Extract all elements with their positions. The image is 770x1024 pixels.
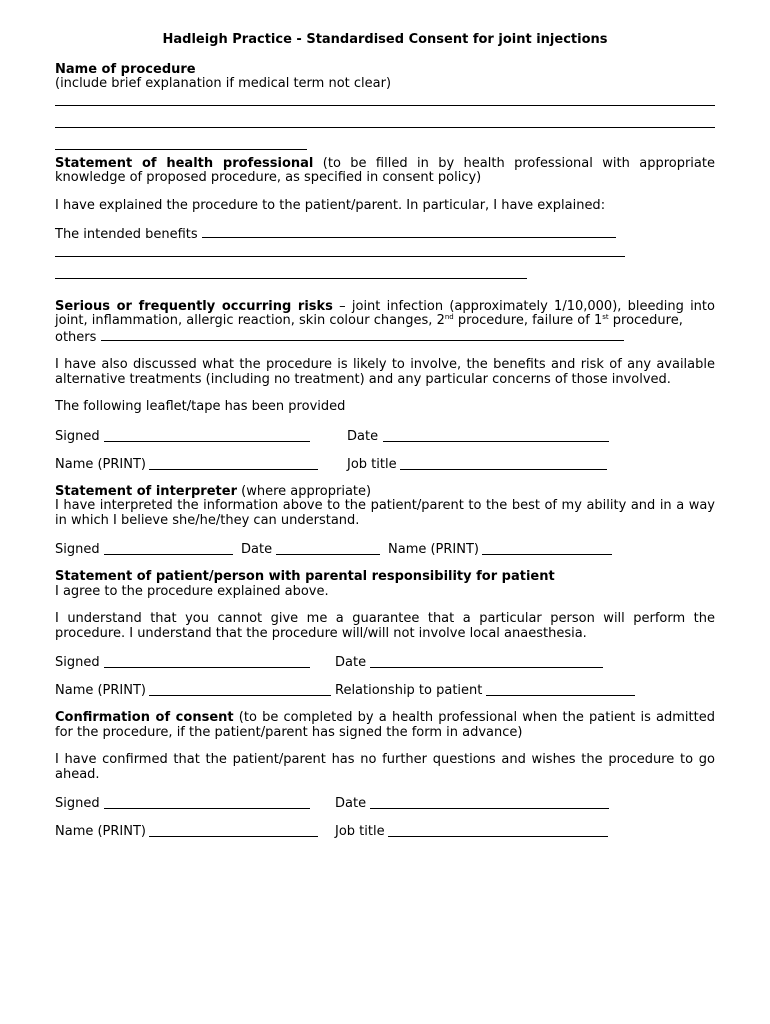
patient-date-label: Date — [335, 655, 367, 670]
patient-understand: I understand that you cannot give me a guarantee that a particular person will perform the procedure. I understand that the procedure will/will not involve local anaesthesia. — [55, 611, 715, 641]
interpreter-desc: (where appropriate) — [241, 483, 372, 499]
risks-sup-2: st — [602, 313, 609, 321]
procedure-line-2[interactable] — [55, 127, 715, 128]
interpreter-text: I have interpreted the information above to the patient/parent to the best of my ability and in a way in which I believe she/he/they can understand. — [55, 498, 715, 528]
patient-date-line[interactable] — [370, 656, 603, 668]
confirmation-text: I have confirmed that the patient/parent has no further questions and wishes the procedure to go ahead. — [55, 752, 715, 782]
confirmation-name-line[interactable] — [149, 825, 318, 837]
procedure-heading: Name of procedure — [55, 61, 196, 77]
risks-sup-1: nd — [444, 313, 454, 321]
procedure-line-1[interactable] — [55, 105, 715, 106]
hp-jobtitle-label: Job title — [347, 456, 397, 472]
risks-paragraph — [55, 300, 715, 329]
hp-name-label: Name (PRINT) — [55, 456, 146, 472]
hp-date-line[interactable] — [383, 430, 609, 442]
hp-name-line[interactable] — [149, 458, 318, 470]
hp-jobtitle-line[interactable] — [400, 458, 607, 470]
risks-text-1: – joint infection (approximately 1/10,000), bleeding into joint, inflammation, allergic reaction, skin colour changes, 2 — [55, 298, 715, 328]
risks-text-2: procedure, failure of 1 — [453, 313, 603, 328]
form-content — [55, 33, 715, 839]
confirmation-date-line[interactable] — [370, 797, 609, 809]
hp-date-label: Date — [347, 428, 379, 444]
alternatives-text: I have also discussed what the procedure is likely to involve, the benefits and risk of any available alternative treatments (including no treatment) and any particular concerns of those involved. — [55, 357, 715, 387]
interpreter-name-label: Name (PRINT) — [388, 542, 479, 557]
confirmation-jobtitle-label: Job title — [335, 824, 385, 839]
benefits-line-2[interactable] — [55, 256, 625, 257]
confirmation-signed-row — [55, 796, 715, 811]
confirmation-desc: (to be completed by a health professional when the patient is admitted for the procedure, if the patient/parent has signed the form in advance) — [55, 710, 715, 740]
patient-name-line[interactable] — [149, 684, 331, 696]
confirmation-signed-label: Signed — [55, 796, 100, 811]
confirmation-name-label: Name (PRINT) — [55, 824, 146, 839]
benefits-line[interactable] — [202, 226, 616, 238]
hp-signed-row — [55, 429, 715, 444]
patient-signed-label: Signed — [55, 655, 100, 670]
confirmation-statement — [55, 711, 715, 740]
interpreter-sign-row — [55, 542, 715, 557]
patient-name-label: Name (PRINT) — [55, 683, 146, 698]
hp-signed-line[interactable] — [104, 430, 310, 442]
interpreter-date-label: Date — [241, 542, 273, 557]
patient-heading: Statement of patient/person with parental responsibility for patient — [55, 569, 555, 584]
confirmation-signed-line[interactable] — [104, 797, 310, 809]
patient-relationship-label: Relationship to patient — [335, 683, 483, 698]
interpreter-name-line[interactable] — [482, 543, 612, 555]
risks-text-3: procedure, — [608, 313, 683, 328]
patient-agree: I agree to the procedure explained above. — [55, 583, 329, 599]
others-row — [55, 329, 715, 346]
confirmation-jobtitle-line[interactable] — [388, 825, 608, 837]
patient-relationship-line[interactable] — [486, 684, 635, 696]
benefits-line-3[interactable] — [55, 278, 527, 279]
explained-text: I have explained the procedure to the patient/parent. In particular, I have explained: — [55, 197, 606, 213]
interpreter-date-line[interactable] — [276, 543, 380, 555]
patient-name-row — [55, 683, 715, 698]
interpreter-heading-row — [55, 485, 715, 500]
others-label: others — [55, 329, 97, 345]
interpreter-heading: Statement of interpreter — [55, 483, 237, 499]
form-title: Hadleigh Practice - Standardised Consent for joint injections — [162, 32, 608, 47]
confirmation-name-row — [55, 824, 715, 839]
confirmation-heading: Confirmation of consent — [55, 710, 234, 725]
hp-signed-label: Signed — [55, 428, 100, 444]
health-professional-desc: (to be filled in by health professional with appropriate knowledge of proposed procedure, as specified in consent policy) — [55, 155, 715, 185]
hp-name-row — [55, 457, 715, 472]
health-professional-heading: Statement of health professional — [55, 155, 314, 171]
procedure-hint: (include brief explanation if medical term not clear) — [55, 76, 392, 91]
health-professional-statement — [55, 157, 715, 186]
confirmation-date-label: Date — [335, 796, 367, 811]
benefits-label: The intended benefits — [55, 227, 198, 242]
interpreter-signed-label: Signed — [55, 542, 100, 557]
benefits-row — [55, 226, 715, 243]
others-line[interactable] — [101, 329, 624, 341]
risks-heading: Serious or frequently occurring risks — [55, 298, 333, 314]
patient-signed-row — [55, 655, 715, 670]
procedure-line-3[interactable] — [55, 149, 307, 150]
patient-signed-line[interactable] — [104, 656, 310, 668]
interpreter-signed-line[interactable] — [104, 543, 233, 555]
leaflet-text: The following leaflet/tape has been provided — [55, 399, 346, 414]
